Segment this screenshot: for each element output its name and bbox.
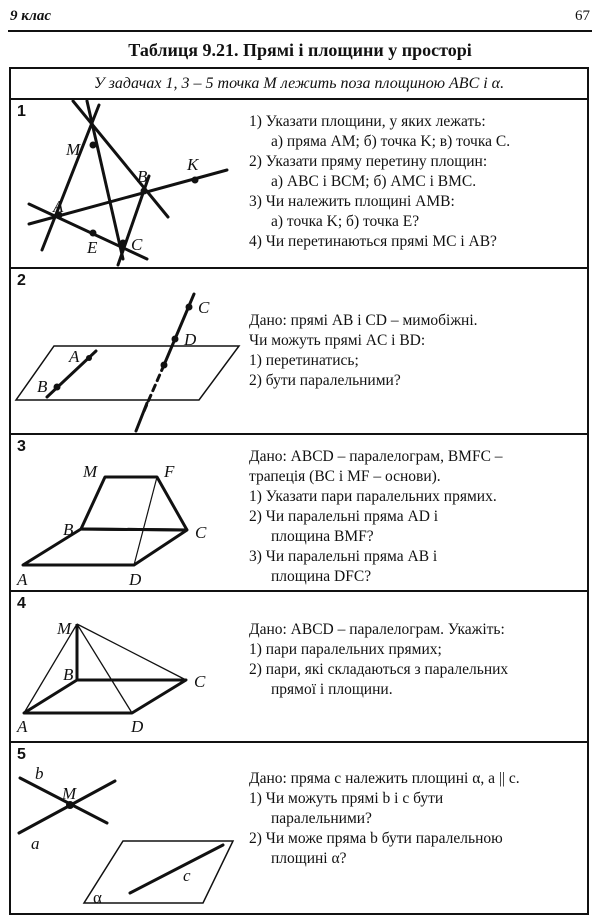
problem-text: Дано: прямі AB і CD – мимобіжні. Чи можуть прямі AC і BD: 1) перетинатись; 2) бути паралельними? <box>249 312 478 389</box>
label-M: M <box>62 784 77 803</box>
figure-skew-lines-plane <box>11 269 251 435</box>
figure-tetrahedron-lines <box>11 100 251 269</box>
label-D: D <box>131 717 144 736</box>
label-B: B <box>137 167 148 186</box>
figure-pyramid <box>11 592 251 743</box>
problem-row-2 <box>11 269 587 435</box>
problem-row-3 <box>11 435 587 592</box>
label-E: E <box>87 238 98 257</box>
figure-parallelogram-trapezoid <box>11 435 251 592</box>
label-F: F <box>164 462 175 481</box>
label-b: b <box>35 764 44 783</box>
label-C: C <box>131 235 143 254</box>
label-alpha: α <box>93 888 102 907</box>
problem-number: 3 <box>17 438 26 455</box>
problem-text: 1) Указати площини, у яких лежать: а) пряма AM; б) точка K; в) точка C. 2) Указати пряму перетину площин: а) ABC і BCM; б) AMC і BMC. 3) Чи належить площині AMB: а) точка K; б) точка E? 4) Чи перетинаються прямі MC і AB? <box>249 113 511 250</box>
label-M: M <box>57 619 72 638</box>
problem-row-4 <box>11 592 587 743</box>
figure-lines-and-plane <box>11 743 251 913</box>
label-D: D <box>184 330 197 349</box>
label-C: C <box>194 672 206 691</box>
label-C: C <box>195 523 207 542</box>
label-D: D <box>129 570 142 589</box>
label-M: M <box>83 462 98 481</box>
label-B: B <box>63 520 74 539</box>
label-A: A <box>69 347 80 366</box>
label-C: C <box>198 298 210 317</box>
label-a: a <box>31 834 40 853</box>
table-subtitle: У задачах 1, 3 – 5 точка M лежить поза площиною ABC і α. <box>11 69 587 100</box>
problem-number: 4 <box>17 595 26 612</box>
problem-row-5 <box>11 743 587 913</box>
label-A: A <box>17 570 28 589</box>
label-A: A <box>53 197 64 216</box>
problem-number: 5 <box>17 746 26 763</box>
problem-text: Дано: ABCD – паралелограм. Укажіть: 1) пари паралельних прямих; 2) пари, які складаються з паралельних прямої і площини. <box>249 621 509 698</box>
problem-text: Дано: ABCD – паралелограм, BMFC – трапеція (BC і MF – основи). 1) Указати пари паралельних прямих. 2) Чи паралельні пряма AD і площина BMF? 3) Чи паралельні пряма AB і площина DFC? <box>249 448 503 585</box>
grade-label: 9 клас <box>10 8 52 24</box>
page-header <box>8 8 592 32</box>
page-number: 67 <box>575 8 590 24</box>
label-K: K <box>187 155 199 174</box>
label-A: A <box>17 717 28 736</box>
label-M: M <box>66 140 81 159</box>
problem-number: 1 <box>17 103 26 120</box>
problem-text: Дано: пряма c належить площині α, a || c. 1) Чи можуть прямі b і c бути паралельними? 2) Чи може пряма b бути паралельною площині α? <box>249 770 520 867</box>
label-c: c <box>183 866 191 885</box>
problems-table <box>9 67 589 915</box>
table-title: Таблиця 9.21. Прямі і площини у просторі <box>128 40 472 60</box>
label-B: B <box>63 665 74 684</box>
problem-row-1 <box>11 100 587 269</box>
label-B: B <box>37 377 48 396</box>
problem-number: 2 <box>17 272 26 289</box>
